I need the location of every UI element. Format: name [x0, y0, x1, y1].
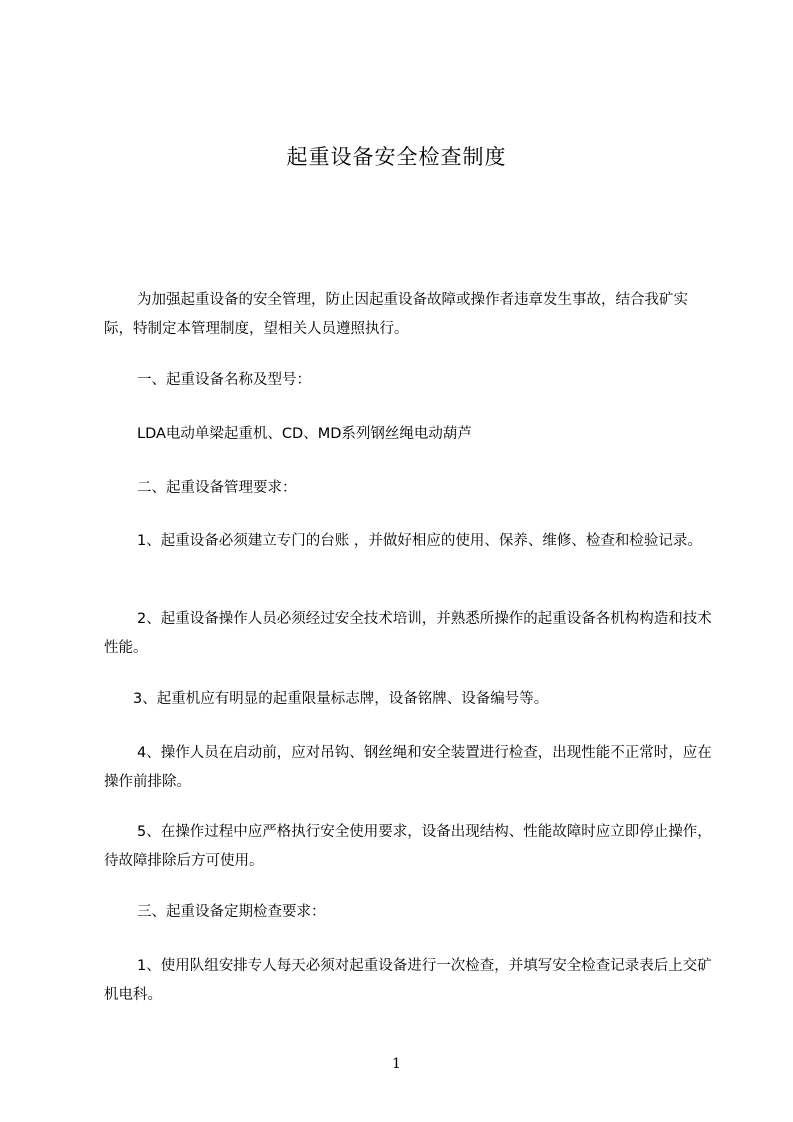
section2-item-text: 2、起重设备操作人员必须经过安全技术培训，并熟悉所操作的起重设备各机构构造和技术性能。 — [104, 611, 712, 656]
section2-item-text: 1、起重设备必须建立专门的台账 ，并做好相应的使用、保养、维修、检查和检验记录。 — [137, 533, 702, 549]
section2-item-2 — [104, 605, 716, 663]
section2-item-3 — [104, 685, 716, 714]
section1-heading-text: 一、起重设备名称及型号： — [137, 372, 311, 388]
section1-heading — [104, 366, 716, 395]
section2-heading — [104, 474, 716, 503]
section3-item-1 — [104, 952, 716, 1010]
section1-content — [104, 420, 716, 449]
section3-heading — [104, 898, 716, 927]
section3-heading-text: 三、起重设备定期检查要求： — [137, 904, 326, 920]
section2-item-text: 4、操作人员在启动前，应对吊钩、钢丝绳和安全装置进行检查，出现性能不正常时，应在操作前排除。 — [104, 745, 712, 790]
section2-item-5 — [104, 818, 716, 876]
section3-item-text: 1、使用队组安排专人每天必须对起重设备进行一次检查，并填写安全检查记录表后上交矿机电科。 — [104, 958, 712, 1003]
document-title: 起重设备安全检查制度 — [286, 145, 507, 169]
intro-paragraph — [104, 286, 716, 344]
section2-item-text: 3、起重机应有明显的起重限量标志牌，设备铭牌、设备编号等。 — [133, 691, 549, 707]
section2-heading-text: 二、起重设备管理要求： — [137, 480, 297, 496]
section2-item-1 — [104, 527, 716, 556]
page-number: 1 — [392, 1056, 401, 1072]
section2-item-4 — [104, 739, 716, 797]
section1-content-text: LDA电动单梁起重机、CD、MD系列钢丝绳电动葫芦 — [137, 426, 472, 442]
section2-item-text: 5、在操作过程中应严格执行安全使用要求，设备出现结构、性能故障时应立即停止操作，待故障排除后方可使用。 — [104, 824, 712, 869]
intro-text: 为加强起重设备的安全管理，防止因起重设备故障或操作者违章发生事故，结合我矿实际，特制定本管理制度，望相关人员遵照执行。 — [104, 292, 688, 337]
